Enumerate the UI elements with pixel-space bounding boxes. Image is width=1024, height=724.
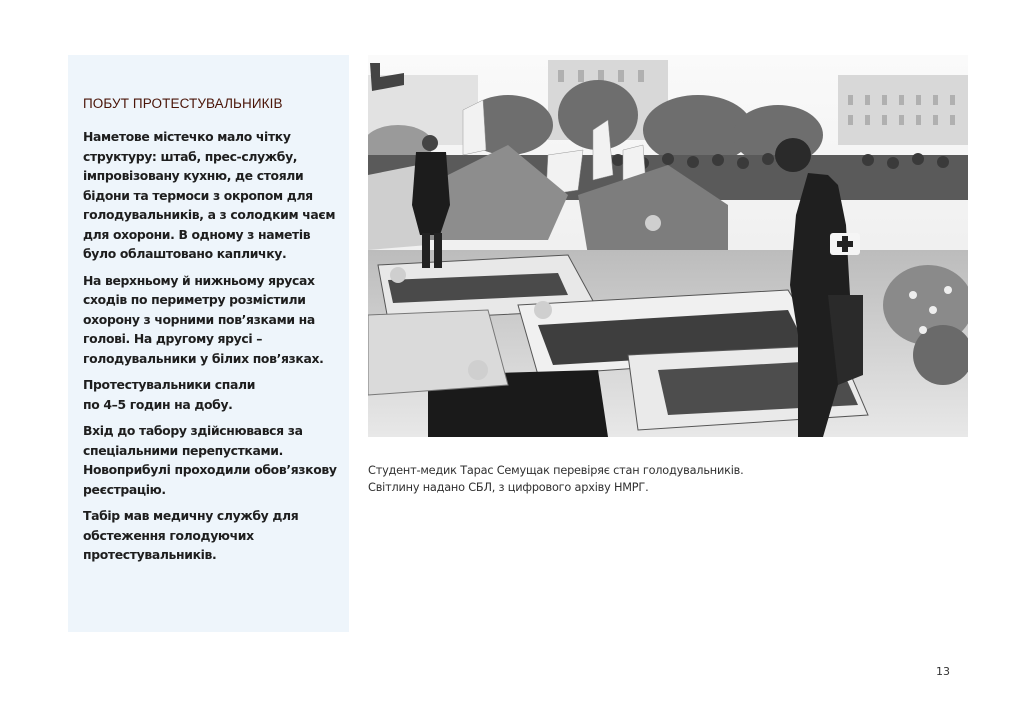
caption-line-2: Світлину надано СБЛ, з цифрового архіву НМРГ.: [368, 481, 649, 494]
paragraph-entry: Вхід до табору здійснювався за спеціальними перепустками. Новоприбулі проходили обов’язкову реєстрацію.: [83, 423, 337, 497]
paragraph-guards: На верхньому й нижньому ярусах сходів по периметру розмістили охорону з чорними пов’язками на голові. На другому ярусі – голодувальники у білих пов’язках.: [83, 272, 324, 366]
page-number: 13: [936, 665, 950, 678]
paragraph-sleep: Протестувальники спали по 4–5 годин на добу.: [83, 377, 256, 412]
photo-illustration: [368, 55, 968, 437]
photo-caption: [368, 462, 968, 496]
caption-line-1: Студент-медик Тарас Семущак перевіряє стан голодувальників.: [368, 464, 744, 477]
paragraph-camp-structure: Наметове містечко мало чітку структуру: штаб, прес-службу, імпровізовану кухню, де стояли бідони та термоси з окропом для голодувальників, а з солодким чаєм для охорони. В одному з наметів було облаштовано капличку.: [83, 129, 336, 261]
info-panel: [68, 55, 349, 632]
panel-title: ПОБУТ ПРОТЕСТУВАЛЬНИКІВ: [83, 96, 283, 111]
paragraph-medical: Табір мав медичну службу для обстеження голодуючих протестувальників.: [83, 508, 299, 562]
protest-camp-photo: [368, 55, 968, 437]
